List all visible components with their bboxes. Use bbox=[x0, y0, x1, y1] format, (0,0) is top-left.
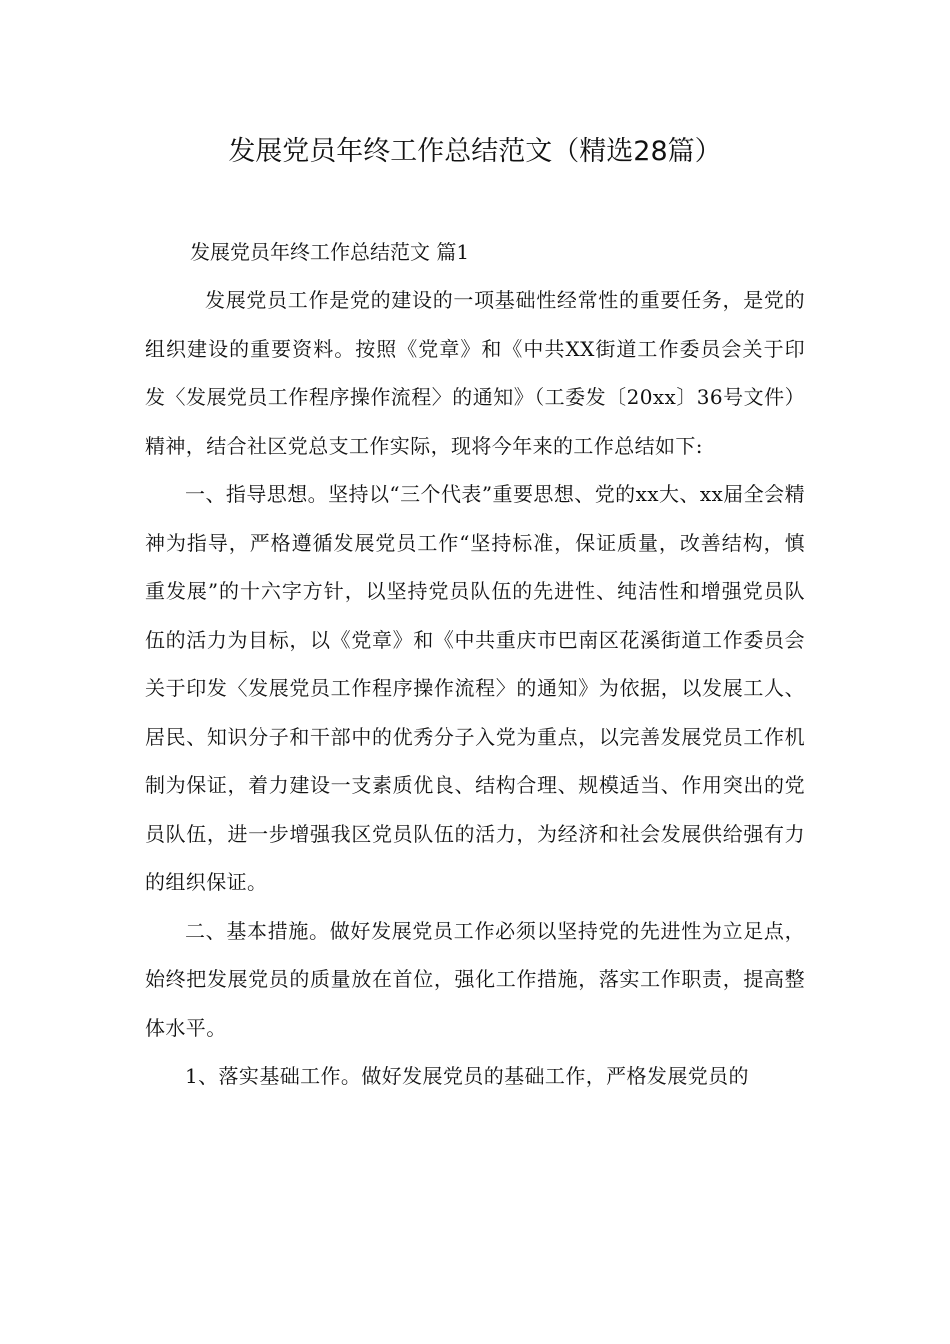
paragraph-intro: 发展党员工作是党的建设的一项基础性经常性的重要任务，是党的组织建设的重要资料。按照《党章》和《中共XX街道工作委员会关于印发〈发展党员工作程序操作流程〉的通知》（工委发〔20xx〕36号文件）精神，结合社区党总支工作实际，现将今年来的工作总结如下: bbox=[145, 288, 805, 458]
section-heading: 发展党员年终工作总结范文 篇1 bbox=[190, 240, 470, 264]
document-body bbox=[145, 276, 805, 1101]
paragraph-guiding-ideology: 一、指导思想。坚持以“三个代表”重要思想、党的xx大、xx届全会精神为指导，严格遵循发展党员工作“坚持标准，保证质量，改善结构，慎重发展”的十六字方针，以坚持党员队伍的先进性、纯洁性和增强党员队伍的活力为目标，以《党章》和《中共重庆市巴南区花溪街道工作委员会关于印发〈发展党员工作程序操作流程〉的通知》为依据，以发展工人、居民、知识分子和干部中的优秀分子入党为重点，以完善发展党员工作机制为保证，着力建设一支素质优良、结构合理、规模适当、作用突出的党员队伍，进一步增强我区党员队伍的活力，为经济和社会发展供给强有力的组织保证。 bbox=[145, 482, 805, 894]
paragraph-basic-measures: 二、基本措施。做好发展党员工作必须以坚持党的先进性为立足点，始终把发展党员的质量放在首位，强化工作措施，落实工作职责，提高整体水平。 bbox=[145, 918, 805, 1040]
document-title: 发展党员年终工作总结范文（精选28篇） bbox=[228, 136, 722, 167]
paragraph-foundation-work: 1、落实基础工作。做好发展党员的基础工作，严格发展党员的 bbox=[185, 1064, 749, 1088]
